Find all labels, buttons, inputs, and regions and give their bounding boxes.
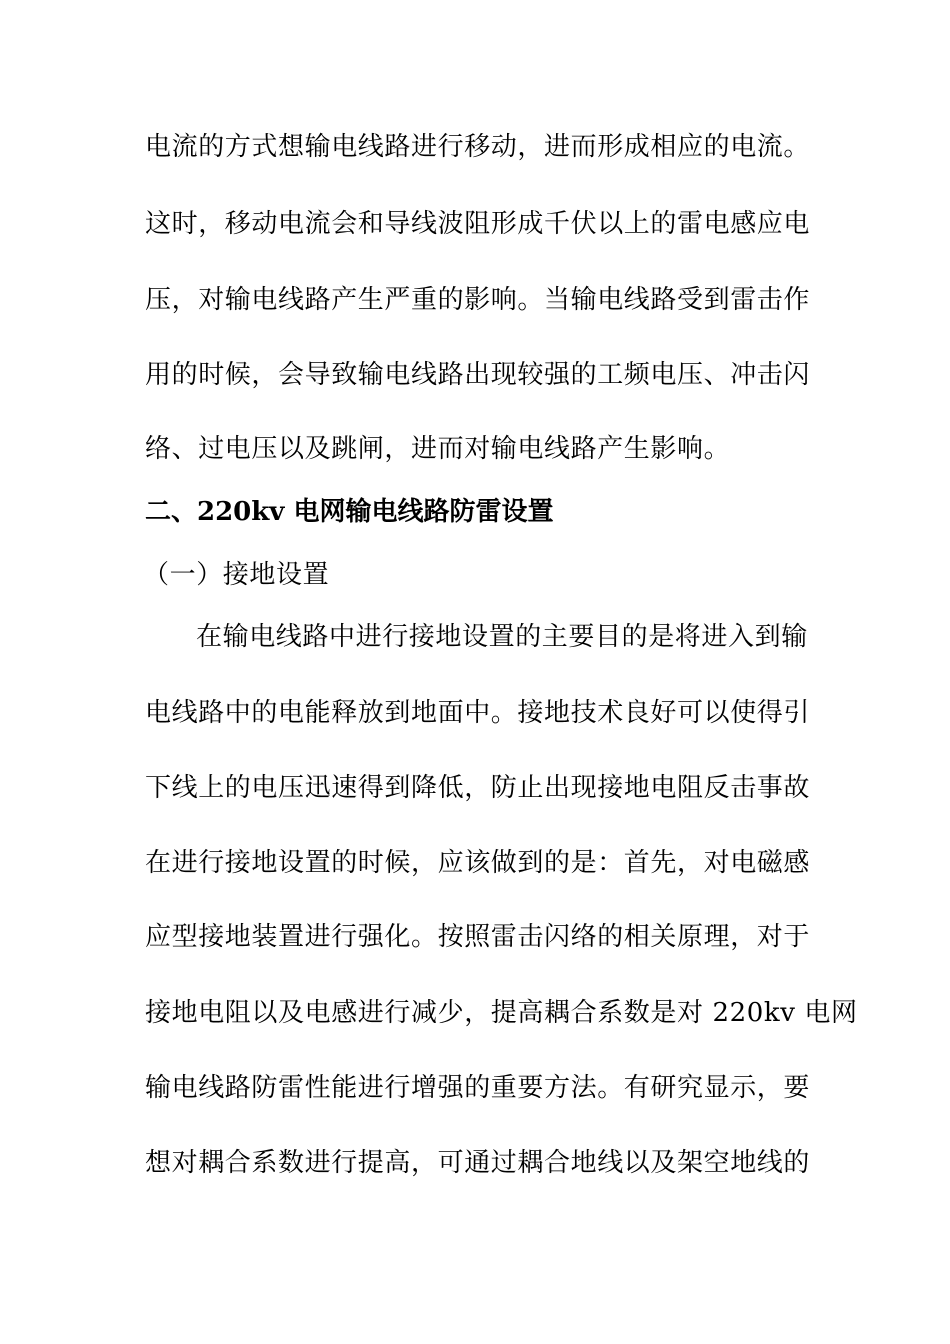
paragraph-line: 压，对输电线路产生严重的影响。当输电线路受到雷击作 (145, 285, 811, 315)
paragraph-line: 接地电阻以及电感进行减少，提高耦合系数是对 220kv 电网 (145, 998, 858, 1028)
paragraph-line: 应型接地装置进行强化。按照雷击闪络的相关原理，对于 (145, 922, 811, 952)
paragraph-line: 络、过电压以及跳闸，进而对输电线路产生影响。 (145, 434, 731, 464)
paragraph-line: 在进行接地设置的时候，应该做到的是：首先，对电磁感 (145, 848, 811, 878)
section-heading: 二、220kv 电网输电线路防雷设置 (145, 497, 554, 527)
paragraph-line: 用的时候，会导致输电线路出现较强的工频电压、冲击闪 (145, 360, 811, 390)
paragraph-line: 电线路中的电能释放到地面中。接地技术良好可以使得引 (145, 698, 811, 728)
paragraph-line: 在输电线路中进行接地设置的主要目的是将进入到输 (196, 622, 808, 652)
paragraph-line: 想对耦合系数进行提高，可通过耦合地线以及架空地线的 (145, 1148, 811, 1178)
paragraph-line: 电流的方式想输电线路进行移动，进而形成相应的电流。 (145, 132, 811, 162)
paragraph-line: 这时，移动电流会和导线波阻形成千伏以上的雷电感应电 (145, 209, 811, 239)
subsection-heading: （一）接地设置 (143, 560, 330, 590)
paragraph-line: 下线上的电压迅速得到降低，防止出现接地电阻反击事故 (145, 773, 811, 803)
paragraph-line: 输电线路防雷性能进行增强的重要方法。有研究显示，要 (145, 1073, 811, 1103)
